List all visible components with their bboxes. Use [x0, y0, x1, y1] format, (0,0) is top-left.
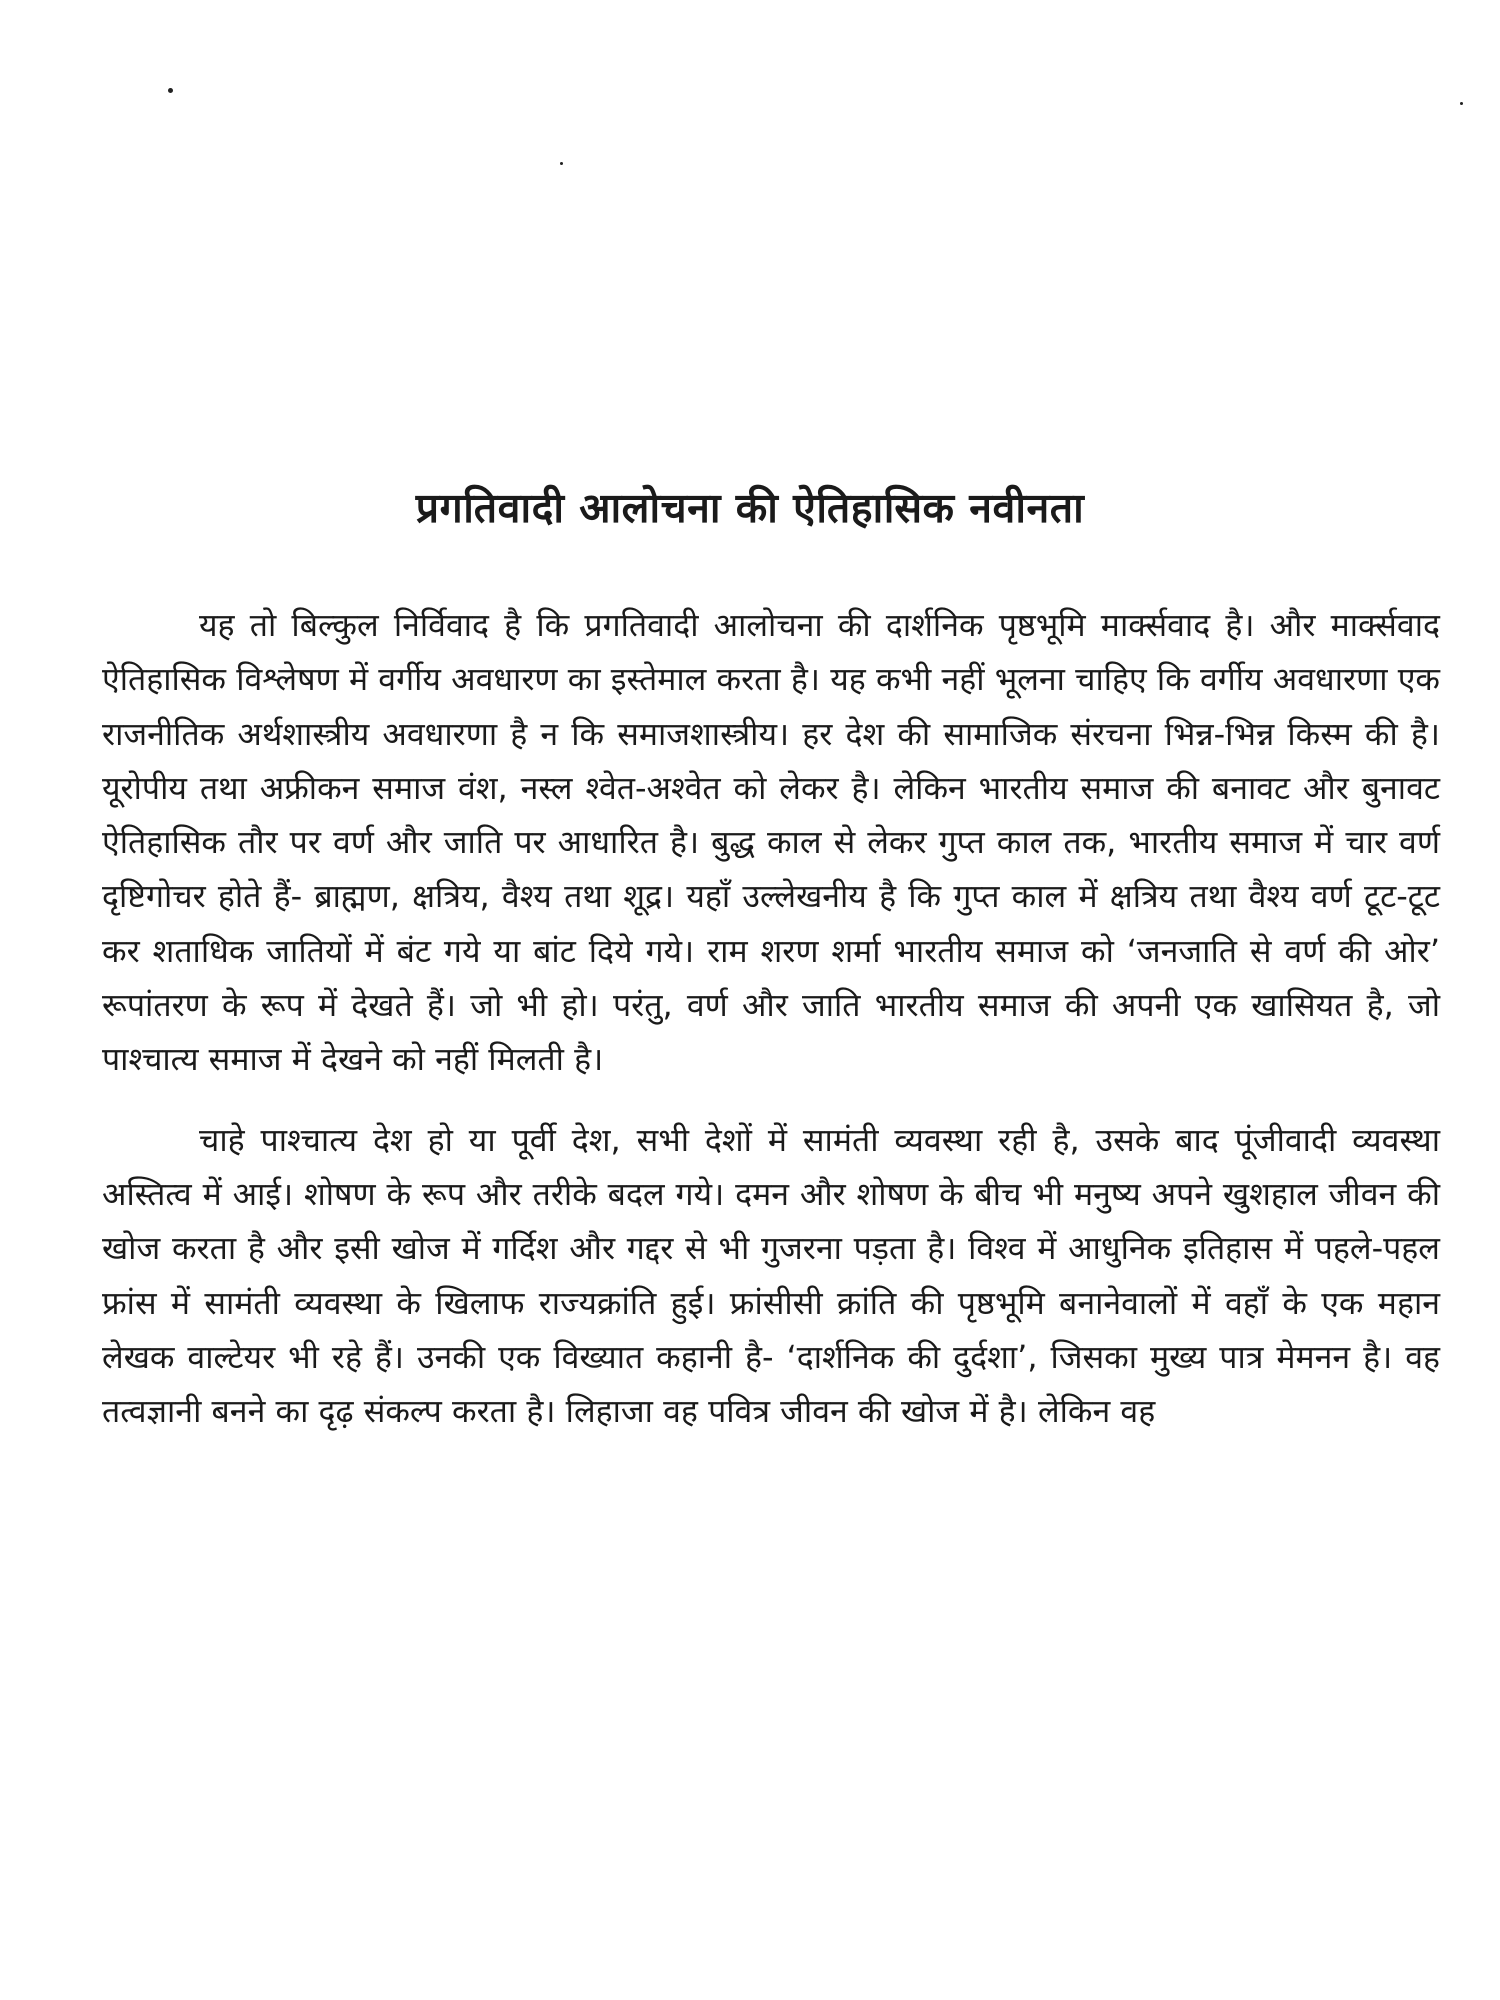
body-text — [102, 598, 1440, 1438]
scan-speck — [1460, 102, 1463, 105]
paragraph-2: चाहे पाश्चात्य देश हो या पूर्वी देश, सभी देशों में सामंती व्यवस्था रही है, उसके बाद पूंजीवादी व्यवस्था अस्तित्व में आई। शोषण के रूप और तरीके बदल गये। दमन और शोषण के बीच भी मनुष्य अपने खुशहाल जीवन की खोज करता है और इसी खोज में गर्दिश और गद्दर से भी गुजरना पड़ता है। विश्व में आधुनिक इतिहास में पहले-पहल फ्रांस में सामंती व्यवस्था के खिलाफ राज्यक्रांति हुई। फ्रांसीसी क्रांति की पृष्ठभूमि बनानेवालों में वहाँ के एक महान लेखक वाल्टेयर भी रहे हैं। उनकी एक विख्यात कहानी है- ‘दार्शनिक की दुर्दशा’, जिसका मुख्य पात्र मेमनन है। वह तत्वज्ञानी बनने का दृढ़ संकल्प करता है। लिहाजा वह पवित्र जीवन की खोज में है। लेकिन वह — [102, 1120, 1440, 1431]
scan-speck — [168, 88, 173, 93]
paragraph-1: यह तो बिल्कुल निर्विवाद है कि प्रगतिवादी आलोचना की दार्शनिक पृष्ठभूमि मार्क्सवाद है। और मार्क्सवाद ऐतिहासिक विश्लेषण में वर्गीय अवधारण का इस्तेमाल करता है। यह कभी नहीं भूलना चाहिए कि वर्गीय अवधारणा एक राजनीतिक अर्थशास्त्रीय अवधारणा है न कि समाजशास्त्रीय। हर देश की सामाजिक संरचना भिन्न-भिन्न किस्म की है। यूरोपीय तथा अफ्रीकन समाज वंश, नस्ल श्वेत-अश्वेत को लेकर है। लेकिन भारतीय समाज की बनावट और बुनावट ऐतिहासिक तौर पर वर्ण और जाति पर आधारित है। बुद्ध काल से लेकर गुप्त काल तक, भारतीय समाज में चार वर्ण दृष्टिगोचर होते हैं- ब्राह्मण, क्षत्रिय, वैश्य तथा शूद्र। यहाँ उल्लेखनीय है कि गुप्त काल में क्षत्रिय तथा वैश्य वर्ण टूट-टूट कर शताधिक जातियों में बंट गये या बांट दिये गये। राम शरण शर्मा भारतीय समाज को ‘जनजाति से वर्ण की ओर’ रूपांतरण के रूप में देखते हैं। जो भी हो। परंतु, वर्ण और जाति भारतीय समाज की अपनी एक खासियत है, जो पाश्चात्य समाज में देखने को नहीं मिलती है। — [102, 606, 1440, 1079]
scan-speck — [560, 162, 563, 165]
chapter-title: प्रगतिवादी आलोचना की ऐतिहासिक नवीनता — [415, 484, 1085, 532]
